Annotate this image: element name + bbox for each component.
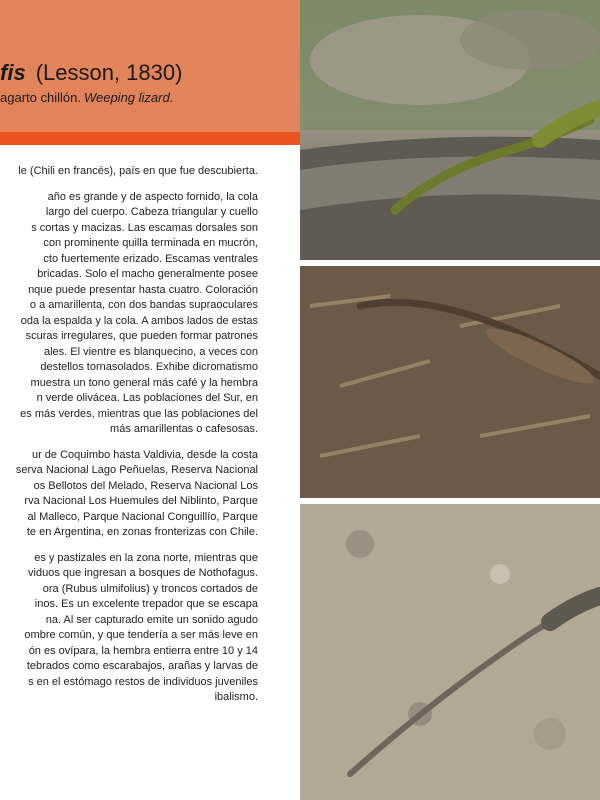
text-line: le (Chili en francés), país en que fue descubierta. [18, 165, 258, 177]
text-line: al Malleco, Parque Nacional Conguillío, Parque [27, 510, 258, 523]
text-line: destellos tornasolados. Exhibe dicromatismo [40, 361, 258, 373]
text-line: scuras irregulares, que pueden formar patrones [25, 330, 258, 342]
text-line: más amarillentas o cafesosas. [110, 423, 258, 435]
text-line: n verde olivácea. Las poblaciones del Sur, en [36, 392, 258, 404]
text-line: tebrados como escarabajos, arañas y larvas de [26, 660, 258, 672]
text-line: rva Nacional Los Huemules del Niblinto, Parque [24, 495, 258, 507]
paragraph [0, 164, 258, 180]
text-line: nque puede presentar hasta cuatro. Coloración [28, 283, 258, 296]
text-line: es más verdes, mientras que las poblaciones del [20, 407, 258, 420]
text-line: na. Al ser capturado emite un sonido agudo [45, 613, 258, 626]
text-line: año es grande y de aspecto fornido, la cola [47, 190, 258, 203]
text-line: ón es ovípara, la hembra entierra entre 10 y 14 [28, 644, 258, 657]
text-line: ibalismo. [214, 691, 258, 703]
common-names [0, 90, 173, 105]
text-line: ur de Coquimbo hasta Valdivia, desde la costa [31, 448, 258, 461]
text-line: es y pastizales en la zona norte, mientras que [34, 551, 258, 564]
paragraph [0, 190, 258, 438]
text-line: oda la espalda y la cola. A ambos lados de estas [20, 314, 258, 327]
text-line: s en el estómago restos de individuos juveniles [28, 675, 258, 688]
text-line: s cortas y macizas. Las escamas dorsales son [31, 221, 258, 234]
scientific-name: fis [0, 60, 26, 85]
species-description [0, 164, 258, 716]
text-line: bricadas. Solo el macho generalmente posee [37, 268, 258, 280]
text-line: o a amarillenta, con dos bandas supraoculares [29, 299, 258, 311]
paragraph [0, 448, 258, 541]
text-line: os Bellotos del Melado, Reserva Nacional Los [33, 479, 258, 492]
common-name-english: Weeping lizard. [83, 90, 174, 105]
text-line: inos. Es un excelente trepador que se escapa [34, 598, 258, 610]
text-line: ombre común, y que tendería a ser más leve en [24, 629, 258, 641]
text-line: ora (Rubus ulmifolius) y troncos cortados de [42, 582, 258, 595]
text-line: cto fuertemente erizado. Escamas ventrales [43, 252, 258, 265]
text-line: serva Nacional Lago Peñuelas, Reserva Nacional [15, 464, 258, 476]
photo-lizard-on-gravel [300, 504, 600, 800]
species-title [0, 60, 182, 86]
paragraph [0, 551, 258, 706]
text-line: muestra un tono general más café y la hembra [30, 376, 258, 389]
species-author: (Lesson, 1830) [35, 60, 183, 85]
text-line: con prominente quilla terminada en mucrón, [43, 237, 258, 249]
header-accent-bar [0, 132, 300, 145]
common-name-spanish: agarto chillón. [0, 90, 81, 105]
species-header [0, 0, 300, 132]
photo-lizard-on-rock [300, 0, 600, 260]
text-line: ales. El vientre es blanquecino, a veces con [43, 345, 258, 358]
text-line: largo del cuerpo. Cabeza triangular y cuello [45, 206, 258, 218]
text-line: te en Argentina, en zonas fronterizas con Chile. [26, 526, 258, 538]
photo-lizard-on-leaf-litter [300, 266, 600, 498]
text-line: viduos que ingresan a bosques de Nothofagus. [28, 567, 258, 579]
photo-column [300, 0, 600, 800]
